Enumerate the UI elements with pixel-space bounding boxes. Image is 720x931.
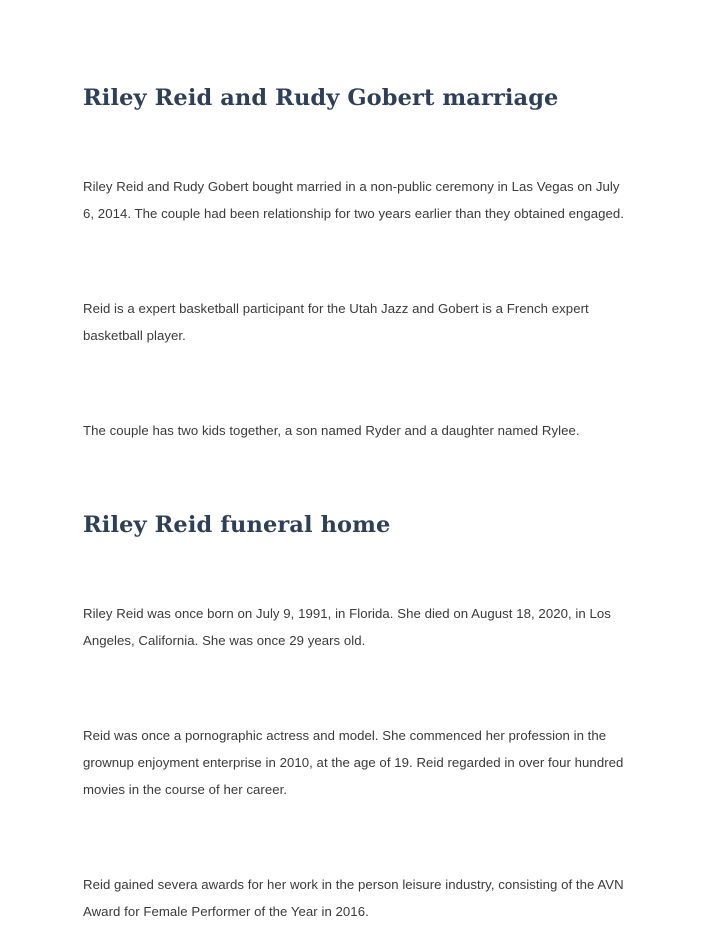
paragraph: Reid is a expert basketball participant for the Utah Jazz and Gobert is a French expert basketball player. xyxy=(83,301,589,343)
document-section-funeral-home xyxy=(83,510,631,925)
spacer xyxy=(83,540,631,600)
spacer xyxy=(83,444,631,510)
paragraph: Riley Reid was once born on July 9, 1991, in Florida. She died on August 18, 2020, in Los Angeles, California. She was once 29 years old. xyxy=(83,606,611,648)
document-content xyxy=(83,0,631,925)
paragraph: Riley Reid and Rudy Gobert bought married in a non-public ceremony in Las Vegas on July 6, 2014. The couple had been relationship for two years earlier than they obtained engaged. xyxy=(83,179,624,221)
paragraph: Reid gained severa awards for her work in the person leisure industry, consisting of the AVN Award for Female Performer of the Year in 2016. xyxy=(83,877,624,919)
spacer xyxy=(83,349,631,417)
spacer xyxy=(83,113,631,173)
paragraph: Reid was once a pornographic actress and model. She commenced her profession in the grownup enjoyment enterprise in 2010, at the age of 19. Reid regarded in over four hundred movies in the course of her career. xyxy=(83,728,624,797)
section-heading-marriage: Riley Reid and Rudy Gobert marriage xyxy=(83,85,559,111)
spacer xyxy=(83,654,631,722)
spacer xyxy=(83,803,631,871)
spacer xyxy=(83,227,631,295)
document-section-marriage xyxy=(83,83,631,444)
paragraph: The couple has two kids together, a son named Ryder and a daughter named Rylee. xyxy=(83,423,580,438)
section-heading-funeral-home: Riley Reid funeral home xyxy=(83,512,391,538)
